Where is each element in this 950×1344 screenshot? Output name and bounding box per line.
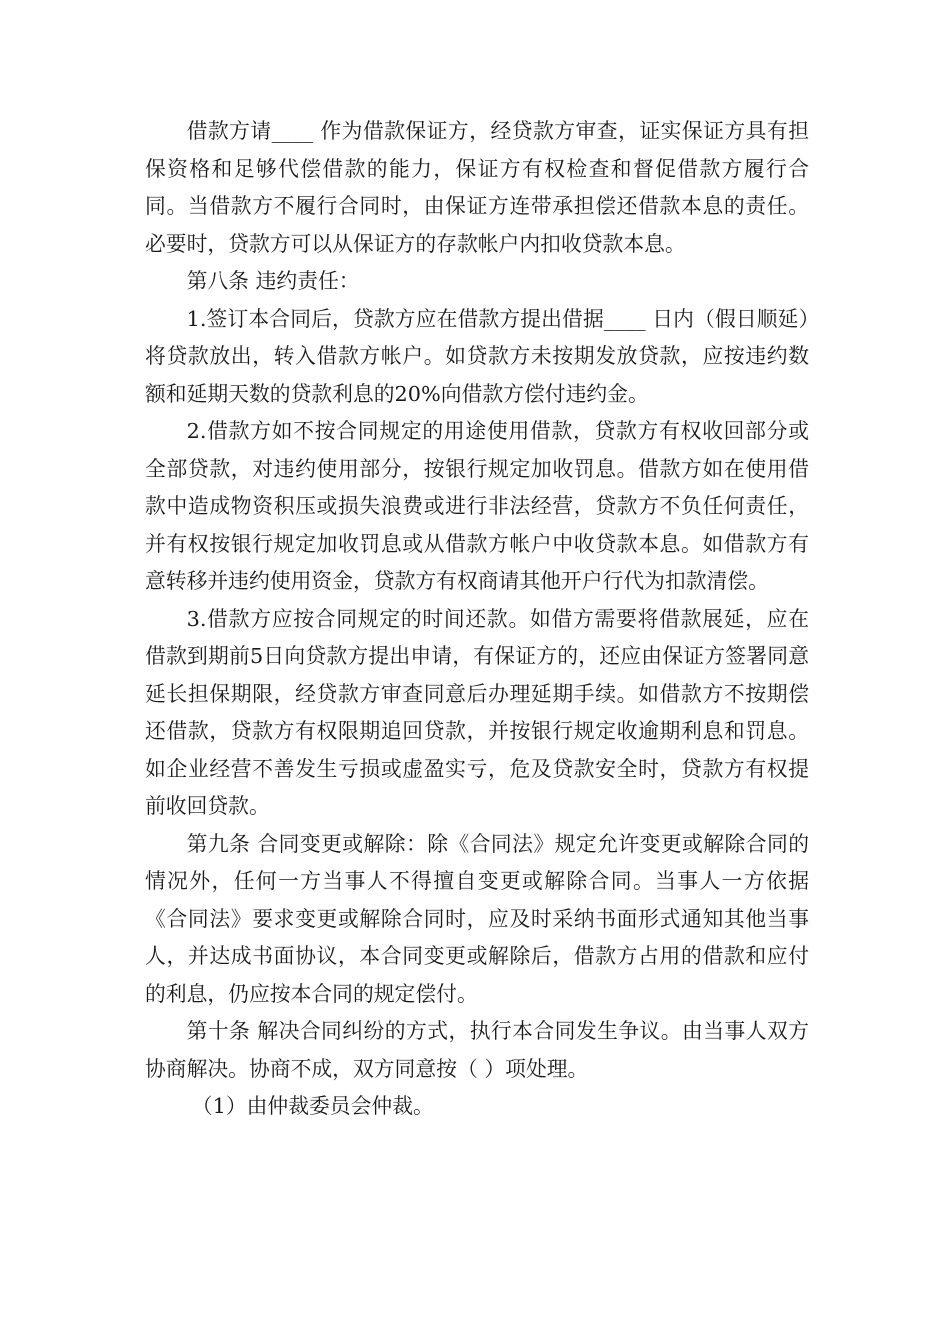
paragraph-option-1: （1）由仲裁委员会仲裁。 <box>191 1094 434 1118</box>
paragraph-article-8-clause-1: 1.签订本合同后，贷款方应在借款方提出借据____ 日内（假日顺延）将贷款放出，转入借款方帐户。如贷款方未按期发放贷款，应按违约数额和延期天数的贷款利息的20%向借款方偿付违约金。 <box>145 306 809 406</box>
heading-article-8: 第八条 违约责任： <box>186 269 360 293</box>
paragraph-article-8-clause-3: 3.借款方应按合同规定的时间还款。如借方需要将借款展延，应在借款到期前5日向贷款方提出申请，有保证方的，还应由保证方签署同意延长担保期限，经贷款方审查同意后办理延期手续。如借款方不按期偿还借款，贷款方有权限期追回贷款，并按银行规定收逾期利息和罚息。如企业经营不善发生亏损或虚盈实亏，危及贷款安全时，贷款方有权提前收回贷款。 <box>145 606 809 818</box>
document-body <box>145 113 809 1126</box>
paragraph-article-9: 第九条 合同变更或解除：除《合同法》规定允许变更或解除合同的情况外，任何一方当事人不得擅自变更或解除合同。当事人一方依据《合同法》要求变更或解除合同时，应及时采纳书面形式通知其他当事人，并达成书面协议，本合同变更或解除后，借款方占用的借款和应付的利息，仍应按本合同的规定偿付。 <box>145 831 809 1006</box>
paragraph-article-10: 第十条 解决合同纠纷的方式，执行本合同发生争议。由当事人双方协商解决。协商不成，双方同意按（ ）项处理。 <box>145 1019 809 1081</box>
paragraph-article-8-clause-2: 2.借款方如不按合同规定的用途使用借款，贷款方有权收回部分或全部贷款，对违约使用部分，按银行规定加收罚息。借款方如在使用借款中造成物资积压或损失浪费或进行非法经营，贷款方不负任何责任，并有权按银行规定加收罚息或从借款方帐户中收贷款本息。如借款方有意转移并违约使用资金，贷款方有权商请其他开户行代为扣款清偿。 <box>145 419 809 593</box>
paragraph-guarantor: 借款方请____ 作为借款保证方，经贷款方审查，证实保证方具有担保资格和足够代偿借款的能力，保证方有权检查和督促借款方履行合同。当借款方不履行合同时，由保证方连带承担偿还借款本息的责任。必要时，贷款方可以从保证方的存款帐户内扣收贷款本息。 <box>145 119 809 256</box>
